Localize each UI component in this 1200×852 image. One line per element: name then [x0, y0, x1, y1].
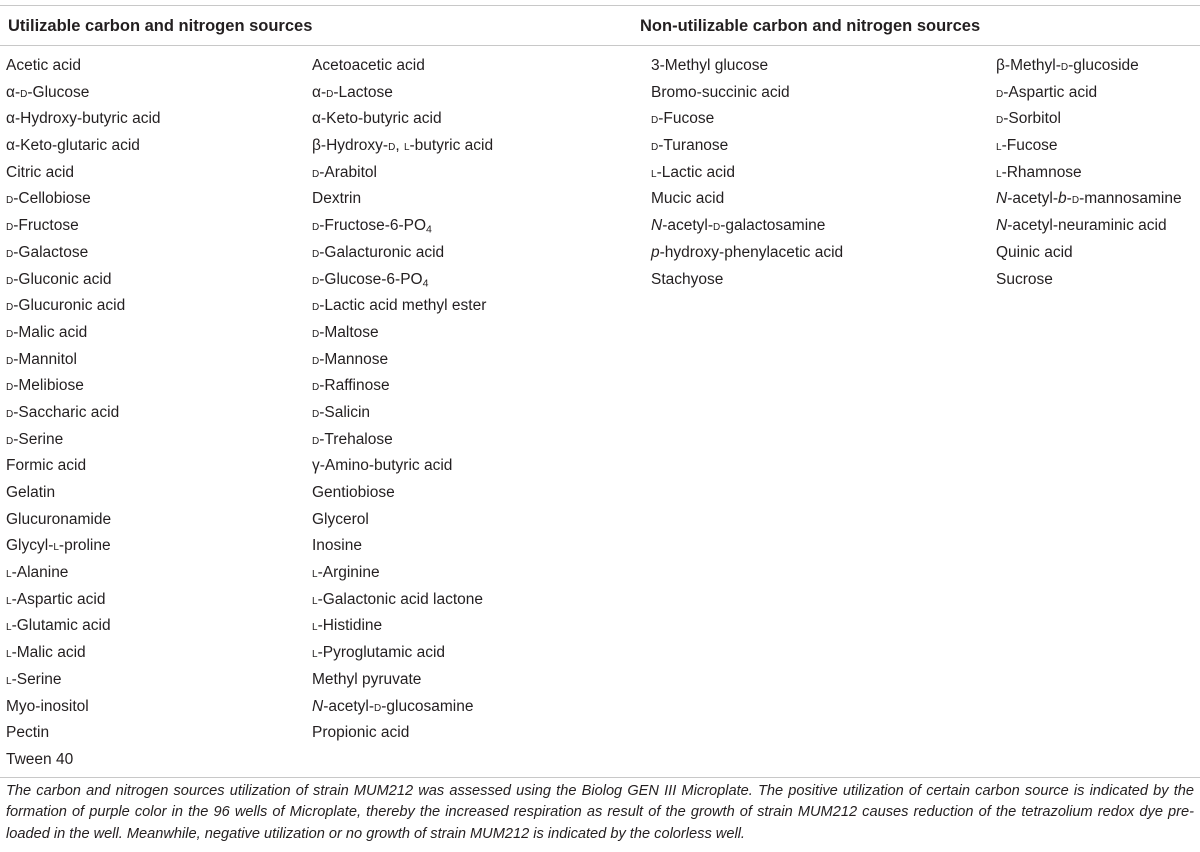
- list-item: Gelatin: [6, 484, 56, 501]
- list-item: Citric acid: [6, 163, 75, 181]
- list-item: N-acetyl-d-galactosamine: [651, 217, 826, 235]
- list-item: d-Trehalose: [312, 430, 393, 448]
- list-item: Acetic acid: [6, 57, 81, 74]
- list-item: Mucic acid: [651, 190, 725, 208]
- list-item: Stachyose: [651, 270, 724, 288]
- list-item: d-Serine: [6, 430, 64, 448]
- list-item: d-Mannitol: [6, 350, 77, 368]
- list-item: l-Serine: [6, 670, 62, 688]
- list-item: γ-Amino-butyric acid: [312, 457, 453, 475]
- utilizable-column-1: [6, 53, 161, 774]
- list-item: Formic acid: [6, 457, 87, 475]
- list-item: d-Melibiose: [6, 377, 84, 395]
- list-item: d-Maltose: [312, 323, 379, 341]
- list-item: Glucuronamide: [6, 510, 112, 528]
- list-item: l-Pyroglutamic acid: [312, 644, 446, 662]
- list-item: Acetoacetic acid: [312, 57, 425, 74]
- list-item: d-Galacturonic acid: [312, 243, 445, 261]
- list-item: d-Glucuronic acid: [6, 297, 126, 315]
- list-item: N-acetyl-neuraminic acid: [996, 217, 1167, 235]
- utilizable-column-2: [312, 53, 493, 747]
- list-item: l-Arginine: [312, 564, 380, 582]
- list-item: d-Salicin: [312, 403, 371, 421]
- list-item: d-Aspartic acid: [996, 83, 1098, 101]
- list-item: β-Hydroxy-d, l-butyric acid: [312, 137, 494, 155]
- list-item: $d-Glucose-6-PO_4$: [312, 270, 429, 290]
- list-item: d-Turanose: [651, 137, 729, 155]
- list-item: d-Saccharic acid: [6, 403, 120, 421]
- list-item: Glycerol: [312, 510, 369, 528]
- list-item: d-Malic acid: [6, 323, 88, 341]
- list-item: l-Malic acid: [6, 644, 86, 662]
- list-item: N-acetyl-d-glucosamine: [312, 697, 474, 715]
- list-item: l-Histidine: [312, 617, 383, 635]
- non-utilizable-column-1: [651, 53, 843, 293]
- header-rule: [0, 45, 1200, 46]
- table-bottom-rule: [0, 777, 1200, 778]
- list-item: d-Mannose: [312, 350, 389, 368]
- list-item: α-Hydroxy-butyric acid: [6, 110, 161, 128]
- list-item: Quinic acid: [996, 243, 1073, 261]
- list-item: Glycyl-l-proline: [6, 537, 111, 555]
- non-utilizable-header: Non-utilizable carbon and nitrogen sources: [640, 17, 981, 35]
- list-item: 3-Methyl glucose: [651, 57, 769, 74]
- list-item: $d-Fructose-6-PO_4$: [312, 217, 432, 236]
- list-item: α-d-Glucose: [6, 83, 90, 101]
- list-item: Sucrose: [996, 270, 1053, 288]
- list-item: α-d-Lactose: [312, 83, 393, 101]
- list-item: α-Keto-butyric acid: [312, 110, 442, 128]
- list-item: p-hydroxy-phenylacetic acid: [651, 243, 844, 261]
- list-item: Myo-inositol: [6, 697, 89, 715]
- list-item: Methyl pyruvate: [312, 670, 422, 688]
- table-top-rule: [0, 5, 1200, 6]
- list-item: d-Fructose: [6, 217, 79, 235]
- list-item: Inosine: [312, 537, 362, 555]
- list-item: d-Arabitol: [312, 163, 377, 181]
- utilizable-header: Utilizable carbon and nitrogen sources: [8, 17, 313, 35]
- list-item: Pectin: [6, 724, 50, 742]
- list-item: Bromo-succinic acid: [651, 83, 790, 101]
- list-item: l-Rhamnose: [996, 163, 1082, 181]
- list-item: l-Galactonic acid lactone: [312, 590, 483, 608]
- list-item: l-Glutamic acid: [6, 617, 111, 635]
- list-item: l-Lactic acid: [651, 163, 735, 181]
- list-item: d-Sorbitol: [996, 110, 1061, 128]
- list-item: Gentiobiose: [312, 484, 395, 501]
- list-item: d-Cellobiose: [6, 190, 91, 208]
- list-item: Propionic acid: [312, 724, 410, 742]
- non-utilizable-column-2: [996, 53, 1182, 293]
- list-item: Tween 40: [6, 750, 74, 768]
- list-item: β-Methyl-d-glucoside: [996, 57, 1139, 74]
- list-item: l-Fucose: [996, 137, 1058, 155]
- list-item: d-Lactic acid methyl ester: [312, 297, 487, 315]
- table-footnote: The carbon and nitrogen sources utilization of strain MUM212 was assessed using the Biolog GEN III Microplate. The positive utilization of certain carbon source is indicated by the formation of purple color in the 96 wells of Microplate, thereby the increased respiration as result of the growth of strain MUM212 causes reduction of the tetrazolium redox dye pre-loaded in the well. Meanwhile, negative utilization or no growth of strain MUM212 is indicated by the colorless well.: [6, 783, 1194, 842]
- list-item: d-Fucose: [651, 110, 715, 128]
- list-item: d-Galactose: [6, 243, 89, 261]
- list-item: N-acetyl-b-d-mannosamine: [996, 190, 1182, 208]
- list-item: Dextrin: [312, 190, 362, 208]
- list-item: α-Keto-glutaric acid: [6, 137, 140, 155]
- list-item: d-Gluconic acid: [6, 270, 112, 288]
- list-item: d-Raffinose: [312, 377, 390, 395]
- list-item: l-Alanine: [6, 564, 69, 582]
- list-item: l-Aspartic acid: [6, 590, 106, 608]
